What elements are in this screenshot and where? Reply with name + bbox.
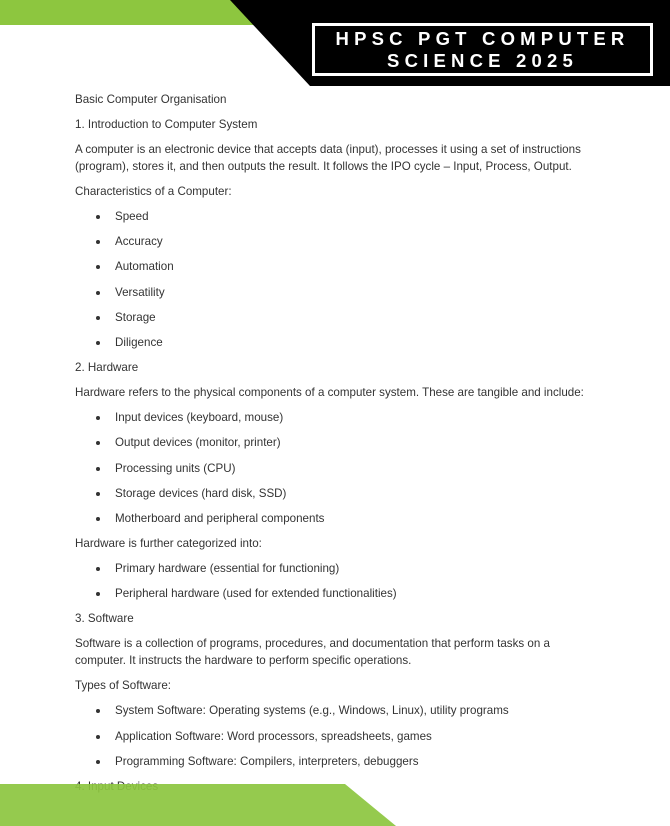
main-heading: Basic Computer Organisation bbox=[75, 93, 227, 106]
software-types-heading: Types of Software: bbox=[75, 679, 172, 693]
section-2-paragraph: Hardware refers to the physical components of a computer system. These are tangible and include: bbox=[75, 386, 584, 400]
header-title-box bbox=[312, 23, 653, 76]
list-item: Speed bbox=[75, 208, 590, 233]
document-body bbox=[75, 91, 590, 803]
list-item: Accuracy bbox=[75, 233, 590, 258]
characteristics-list bbox=[75, 208, 590, 359]
list-item: Versatility bbox=[75, 284, 590, 309]
list-item: System Software: Operating systems (e.g., Windows, Linux), utility programs bbox=[75, 702, 590, 727]
hardware-categories-list bbox=[75, 560, 590, 610]
characteristics-heading: Characteristics of a Computer: bbox=[75, 185, 232, 198]
list-item: Storage bbox=[75, 309, 590, 334]
hardware-categories-heading: Hardware is further categorized into: bbox=[75, 537, 262, 551]
section-1-paragraph: A computer is an electronic device that accepts data (input), processes it using a set of instructions (program), stores it, and then outputs the result. It follows the IPO cycle – Input, Process, Output. bbox=[75, 143, 581, 173]
list-item: Application Software: Word processors, spreadsheets, games bbox=[75, 728, 590, 753]
section-3-heading: 3. Software bbox=[75, 612, 134, 626]
section-3-paragraph: Software is a collection of programs, procedures, and documentation that perform tasks on a computer. It instructs the hardware to perform specific operations. bbox=[75, 637, 550, 668]
list-item: Programming Software: Compilers, interpreters, debuggers bbox=[75, 753, 590, 778]
list-item: Storage devices (hard disk, SSD) bbox=[75, 485, 590, 510]
list-item: Input devices (keyboard, mouse) bbox=[75, 409, 590, 434]
section-2-heading: 2. Hardware bbox=[75, 361, 139, 375]
list-item: Output devices (monitor, printer) bbox=[75, 434, 590, 459]
list-item: Primary hardware (essential for functioning) bbox=[75, 560, 590, 585]
hardware-list bbox=[75, 409, 590, 535]
header-green-stripe bbox=[0, 0, 268, 25]
software-types-list bbox=[75, 702, 590, 778]
header-title: HPSC PGT COMPUTER SCIENCE 2025 bbox=[335, 27, 630, 71]
list-item: Processing units (CPU) bbox=[75, 460, 590, 485]
footer-green-band bbox=[0, 784, 670, 826]
section-1-heading: 1. Introduction to Computer System bbox=[75, 118, 258, 131]
list-item: Peripheral hardware (used for extended functionalities) bbox=[75, 585, 590, 610]
list-item: Motherboard and peripheral components bbox=[75, 510, 590, 535]
list-item: Diligence bbox=[75, 334, 590, 359]
list-item: Automation bbox=[75, 258, 590, 283]
